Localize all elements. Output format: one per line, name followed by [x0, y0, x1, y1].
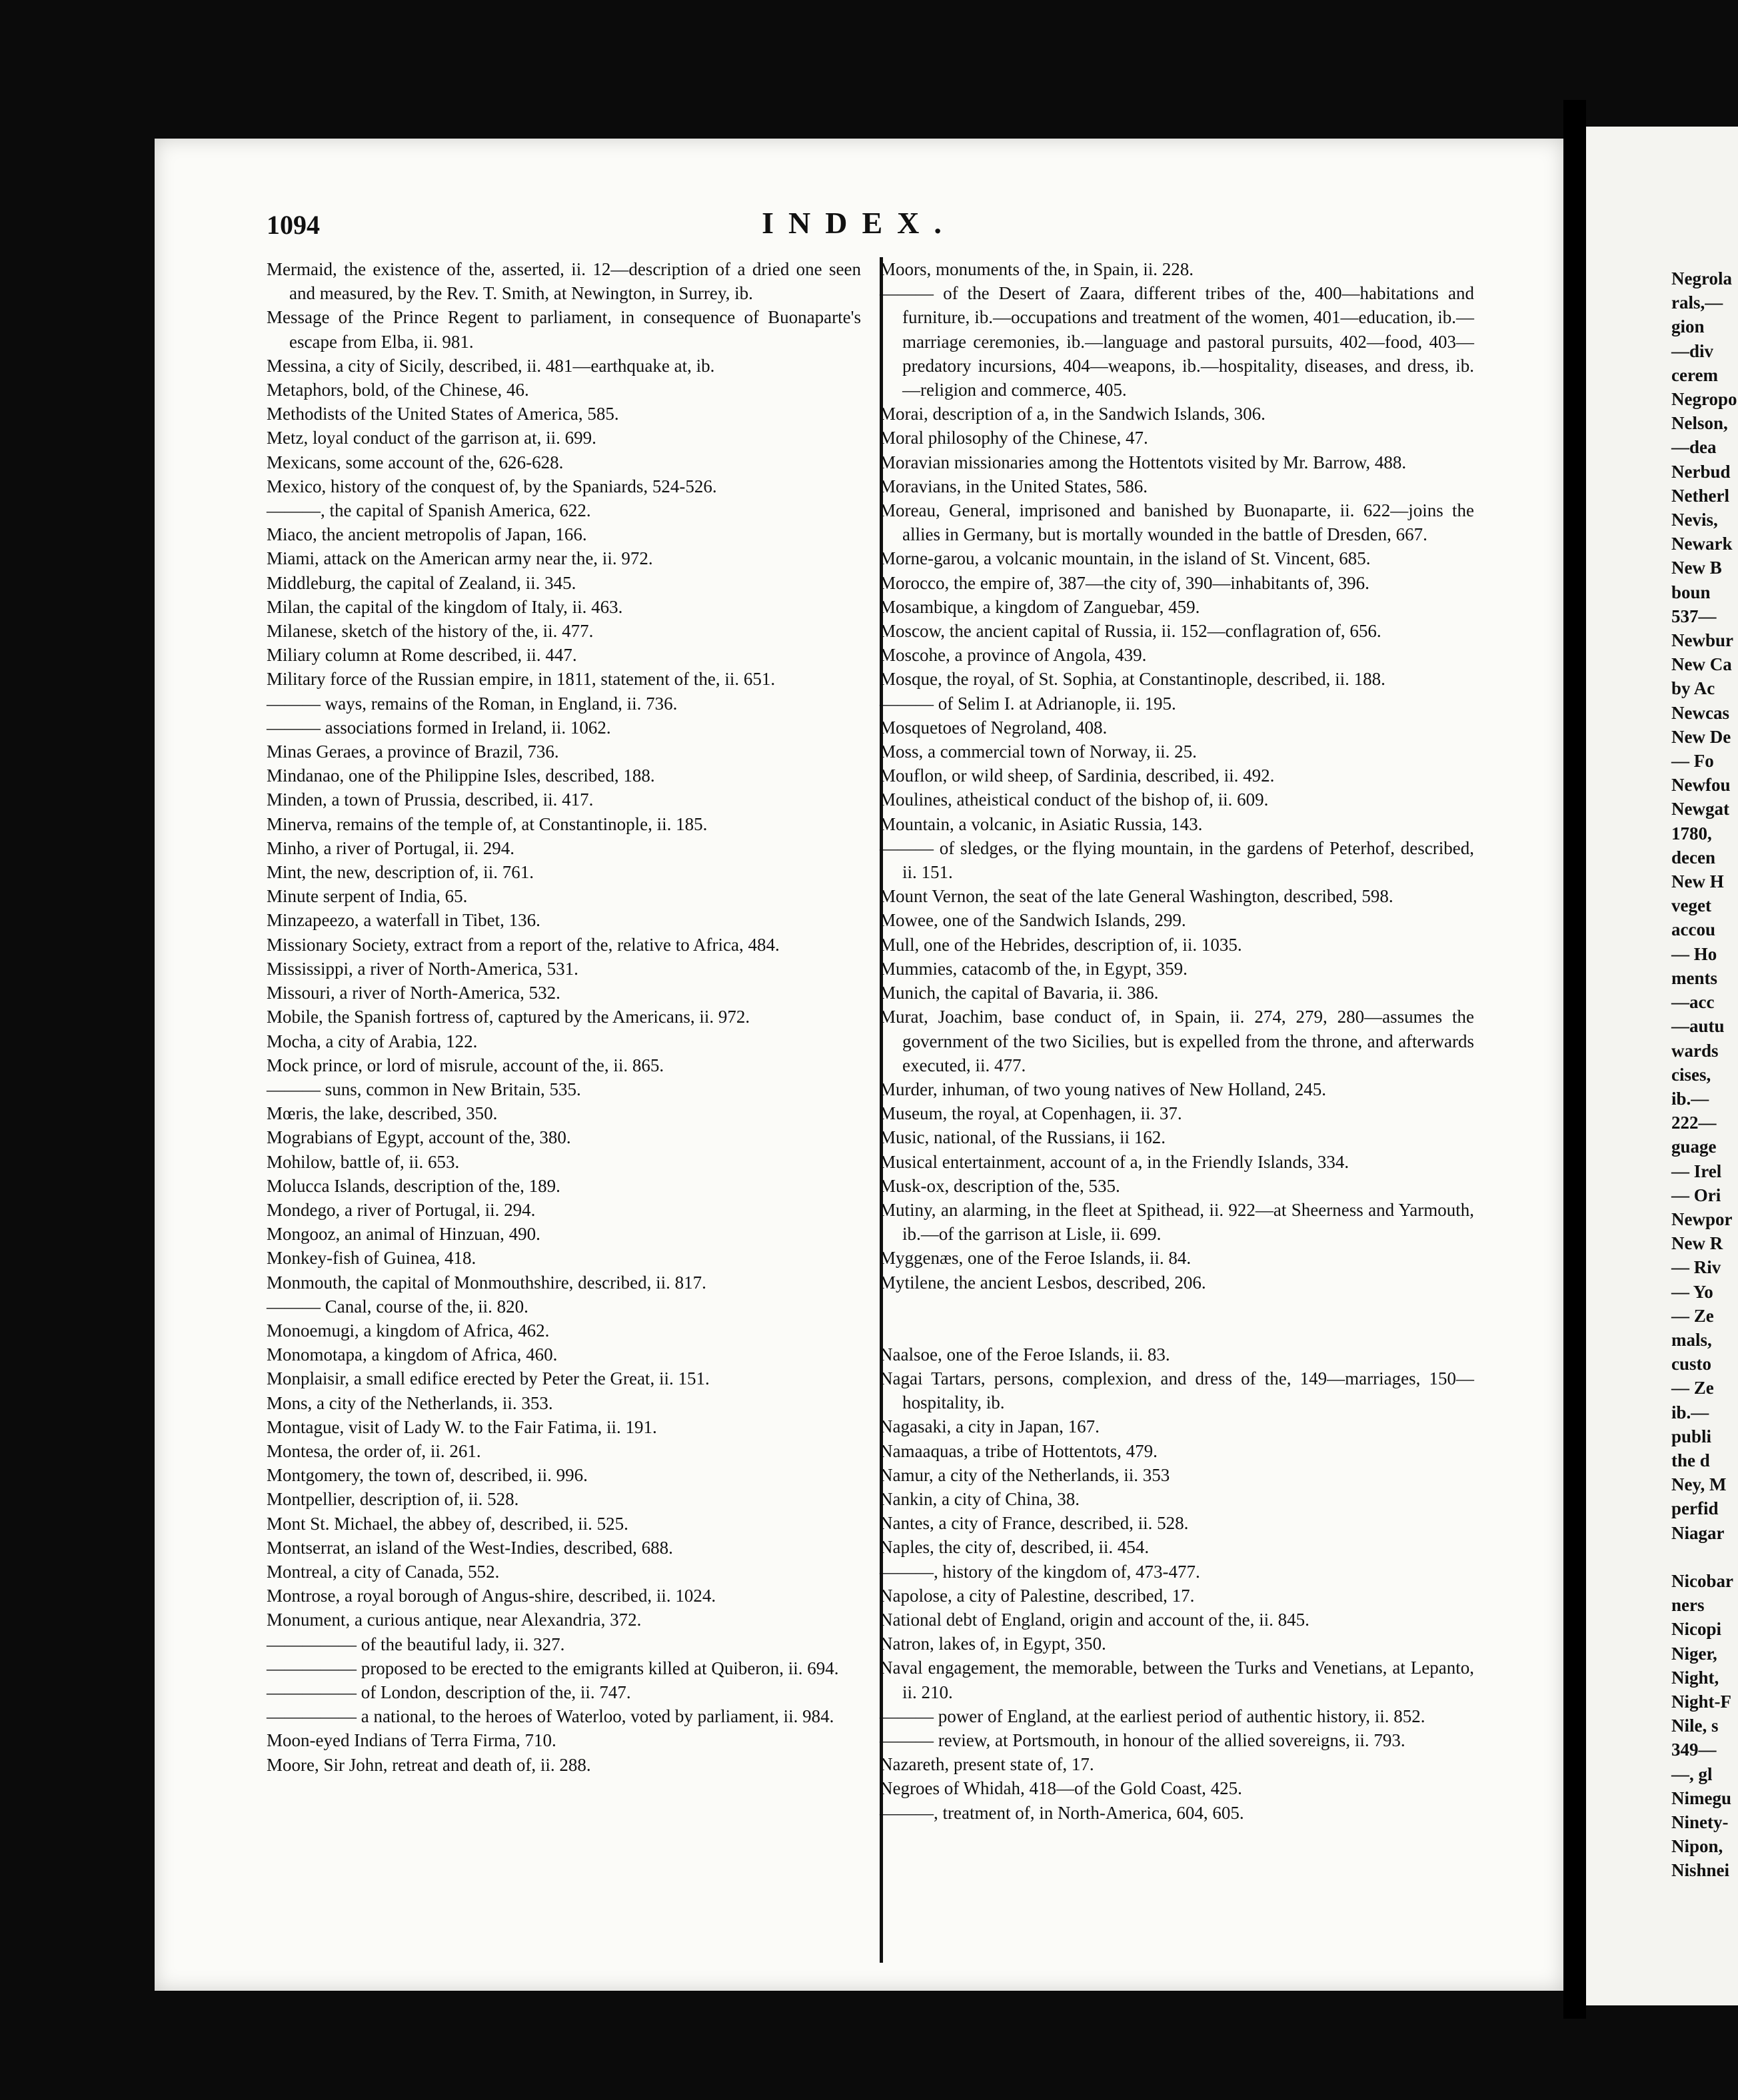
facing-page-line: Ney, M	[1671, 1474, 1727, 1495]
facing-page-line: Negropo	[1671, 389, 1737, 410]
index-entry: Museum, the royal, at Copenhagen, ii. 37.	[880, 1103, 1182, 1124]
facing-page-line: New H	[1671, 871, 1724, 892]
index-entry: Minzapeezo, a waterfall in Tibet, 136.	[267, 910, 540, 931]
index-entry: Munich, the capital of Bavaria, ii. 386.	[880, 983, 1159, 1003]
facing-page-line: accou	[1671, 919, 1715, 940]
index-entry: Mosque, the royal, of St. Sophia, at Constantinople, described, ii. 188.	[880, 669, 1385, 690]
index-entry: National debt of England, origin and account of the, ii. 845.	[880, 1609, 1309, 1630]
facing-page-line: — Ze	[1671, 1378, 1714, 1398]
facing-page-line: decen	[1671, 847, 1715, 867]
index-entry: Minden, a town of Prussia, described, ii. 417.	[267, 789, 594, 810]
facing-page-line: 1780,	[1671, 823, 1712, 843]
index-entry: Moors, monuments of the, in Spain, ii. 228.	[880, 259, 1194, 279]
index-entry: ———, history of the kingdom of, 473-477.	[880, 1561, 1200, 1582]
facing-page-line: Newpor	[1671, 1209, 1733, 1229]
index-entry: ——— Canal, course of the, ii. 820.	[267, 1296, 528, 1316]
index-entry: Milan, the capital of the kingdom of Italy, ii. 463.	[267, 596, 623, 617]
index-entry: Napolose, a city of Palestine, described, 17.	[880, 1585, 1195, 1606]
facing-page-line: ners	[1671, 1595, 1705, 1616]
index-entry: Minas Geraes, a province of Brazil, 736.	[267, 742, 559, 762]
index-column-left	[267, 257, 861, 1777]
index-entry: Metz, loyal conduct of the garrison at, ii. 699.	[267, 428, 596, 448]
facing-page-line: perfid	[1671, 1498, 1719, 1519]
index-entry: Mummies, catacomb of the, in Egypt, 359.	[880, 958, 1188, 979]
index-entry: ——— power of England, at the earliest period of authentic history, ii. 852.	[880, 1706, 1425, 1726]
facing-page-line: — Irel	[1671, 1161, 1722, 1181]
index-entry: ————— a national, to the heroes of Waterloo, voted by parliament, ii. 984.	[267, 1706, 834, 1727]
index-entry: Morocco, the empire of, 387—the city of, 390—inhabitants of, 396.	[880, 572, 1369, 593]
index-entry: Mint, the new, description of, ii. 761.	[267, 862, 534, 883]
facing-page-line: custo	[1671, 1354, 1711, 1374]
facing-page-line: cises,	[1671, 1064, 1711, 1085]
facing-page-line: Night-F	[1671, 1691, 1731, 1712]
facing-page-line: ib.—	[1671, 1088, 1709, 1109]
facing-page-line: gion	[1671, 316, 1705, 337]
index-entry: Missionary Society, extract from a report of the, relative to Africa, 484.	[267, 934, 780, 955]
index-entry: Monplaisir, a small edifice erected by Peter the Great, ii. 151.	[267, 1368, 710, 1389]
facing-page-line: — Fo	[1671, 751, 1714, 772]
index-entry: Montgomery, the town of, described, ii. 996.	[267, 1465, 588, 1486]
facing-page-line: Night,	[1671, 1667, 1719, 1688]
index-entry: Mull, one of the Hebrides, description of, ii. 1035.	[880, 934, 1242, 955]
facing-page-line: Nile, s	[1671, 1716, 1719, 1736]
facing-page-line: publi	[1671, 1426, 1712, 1446]
facing-page-line: wards	[1671, 1040, 1719, 1061]
index-entry: Middleburg, the capital of Zealand, ii. 345.	[267, 572, 576, 593]
index-entry: Montesa, the order of, ii. 261.	[267, 1440, 481, 1461]
facing-page-line: 537—	[1671, 606, 1717, 626]
index-entry: Moravian missionaries among the Hottentots visited by Mr. Barrow, 488.	[880, 452, 1407, 472]
index-entry: Montrose, a royal borough of Angus-shire, described, ii. 1024.	[267, 1586, 716, 1606]
index-entry: Message of the Prince Regent to parliament, in consequence of Buonaparte's escape from Elba, ii. 981.	[267, 307, 861, 352]
section-break	[880, 1295, 1474, 1342]
index-entry: Nantes, a city of France, described, ii. 528.	[880, 1513, 1189, 1534]
index-entry: Mindanao, one of the Philippine Isles, described, 188.	[267, 766, 655, 786]
index-entry: Murat, Joachim, base conduct of, in Spain, ii. 274, 279, 280—assumes the government of the two Sicilies, but is expelled from the throne, and afterwards executed, ii. 477.	[880, 1007, 1474, 1075]
index-entry: Mermaid, the existence of the, asserted, ii. 12—description of a dried one seen and measured, by the Rev. T. Smith, at Newington, in Surrey, ib.	[267, 259, 861, 304]
facing-page-line: Newbur	[1671, 630, 1733, 651]
index-entry: Montpellier, description of, ii. 528.	[267, 1489, 519, 1510]
index-entry: Monmouth, the capital of Monmouthshire, described, ii. 817.	[267, 1272, 706, 1293]
index-entry: Moon-eyed Indians of Terra Firma, 710.	[267, 1730, 556, 1751]
facing-page-line: Nerbud	[1671, 461, 1731, 482]
index-entry: Mexicans, some account of the, 626-628.	[267, 452, 564, 472]
index-entry: Messina, a city of Sicily, described, ii. 481—earthquake at, ib.	[267, 355, 715, 376]
index-entry: Miaco, the ancient metropolis of Japan, 166.	[267, 524, 587, 545]
index-entry: Mouflon, or wild sheep, of Sardinia, described, ii. 492.	[880, 766, 1275, 786]
index-entry: Moral philosophy of the Chinese, 47.	[880, 428, 1148, 448]
facing-page-line: — Ze	[1671, 1305, 1714, 1326]
facing-page-line: Netherl	[1671, 485, 1729, 506]
facing-page-line: Negrola	[1671, 268, 1732, 288]
facing-page-line: mals,	[1671, 1329, 1712, 1350]
facing-page-line: 222—	[1671, 1113, 1717, 1133]
facing-page-line: ments	[1671, 967, 1717, 988]
index-entry: Mutiny, an alarming, in the fleet at Spithead, ii. 922—at Sheerness and Yarmouth, ib.—of the garrison at Lisle, ii. 699.	[880, 1199, 1474, 1245]
index-entry: Naval engagement, the memorable, between the Turks and Venetians, at Lepanto, ii. 210.	[880, 1658, 1474, 1702]
index-entry: ——— associations formed in Ireland, ii. 1062.	[267, 717, 611, 738]
index-entry: Miliary column at Rome described, ii. 447.	[267, 645, 577, 666]
index-entry: Minho, a river of Portugal, ii. 294.	[267, 837, 514, 858]
facing-page-line: boun	[1671, 582, 1711, 602]
index-entry: Nagasaki, a city in Japan, 167.	[880, 1416, 1100, 1437]
index-entry: ——— of Selim I. at Adrianople, ii. 195.	[880, 693, 1176, 714]
index-entry: Mongooz, an animal of Hinzuan, 490.	[267, 1224, 540, 1245]
facing-page-line: Nelson,	[1671, 413, 1728, 434]
facing-page-line: Newgat	[1671, 799, 1729, 819]
index-entry: Morne-garou, a volcanic mountain, in the island of St. Vincent, 685.	[880, 548, 1371, 569]
index-entry: Mobile, the Spanish fortress of, captured by the Americans, ii. 972.	[267, 1007, 750, 1027]
facing-page-line: New De	[1671, 726, 1731, 747]
index-entry: Mount Vernon, the seat of the late General Washington, described, 598.	[880, 886, 1393, 907]
index-entry: Moore, Sir John, retreat and death of, ii. 288.	[267, 1754, 591, 1775]
index-entry: Mohilow, battle of, ii. 653.	[267, 1151, 460, 1172]
index-entry: Mocha, a city of Arabia, 122.	[267, 1031, 478, 1051]
index-entry: ————— proposed to be erected to the emigrants killed at Quiberon, ii. 694.	[267, 1658, 839, 1678]
index-entry: Molucca Islands, description of the, 189.	[267, 1175, 560, 1196]
index-entry: Namur, a city of the Netherlands, ii. 353	[880, 1464, 1170, 1485]
facing-page-line: veget	[1671, 895, 1711, 916]
facing-page-line: Niger,	[1671, 1643, 1717, 1664]
index-entry: Mons, a city of the Netherlands, ii. 353.	[267, 1392, 553, 1413]
facing-page-line: Nicobar	[1671, 1570, 1733, 1591]
index-entry: Mountain, a volcanic, in Asiatic Russia, 143.	[880, 813, 1203, 834]
index-entry: Moscow, the ancient capital of Russia, ii. 152—conflagration of, 656.	[880, 621, 1381, 642]
facing-page-line: —dea	[1671, 437, 1717, 458]
index-entry: Moss, a commercial town of Norway, ii. 25.	[880, 742, 1197, 762]
index-entry: ——— ways, remains of the Roman, in England, ii. 736.	[267, 693, 678, 714]
index-entry: Naples, the city of, described, ii. 454.	[880, 1537, 1150, 1558]
index-entry: Minute serpent of India, 65.	[267, 886, 468, 907]
index-entry: Moscohe, a province of Angola, 439.	[880, 645, 1147, 666]
facing-page-line: guage	[1671, 1137, 1717, 1157]
facing-page-line: by Ac	[1671, 678, 1715, 699]
index-entry: ————— of London, description of the, ii. 747.	[267, 1682, 631, 1702]
facing-page-line: Ninety-	[1671, 1812, 1729, 1832]
facing-page-line: Newark	[1671, 534, 1733, 554]
facing-page-line: Newfou	[1671, 775, 1731, 795]
index-entry: Mœris, the lake, described, 350.	[267, 1103, 498, 1124]
index-entry: Musical entertainment, account of a, in the Friendly Islands, 334.	[880, 1151, 1349, 1172]
index-entry: Monomotapa, a kingdom of Africa, 460.	[267, 1344, 558, 1365]
facing-page-line: — Ho	[1671, 943, 1717, 964]
index-column-right	[880, 257, 1474, 1825]
facing-page-line: ib.—	[1671, 1402, 1709, 1422]
facing-page-line	[1671, 1545, 1737, 1569]
index-entry: Montague, visit of Lady W. to the Fair Fatima, ii. 191.	[267, 1416, 657, 1437]
index-entry: Mondego, a river of Portugal, ii. 294.	[267, 1199, 536, 1220]
facing-page-line: rals,—	[1671, 292, 1723, 313]
index-entry: Minerva, remains of the temple of, at Constantinople, ii. 185.	[267, 813, 708, 834]
index-entry: Namaaquas, a tribe of Hottentots, 479.	[880, 1440, 1158, 1461]
facing-page-line: — Ori	[1671, 1185, 1721, 1205]
facing-page-line: New B	[1671, 558, 1722, 578]
facing-page-line: Nicopi	[1671, 1619, 1722, 1640]
index-entry: Mosambique, a kingdom of Zanguebar, 459.	[880, 596, 1200, 617]
facing-page-line: the d	[1671, 1450, 1710, 1470]
facing-page-line: New Ca	[1671, 654, 1732, 675]
index-entry: Monkey-fish of Guinea, 418.	[267, 1248, 476, 1269]
index-entry: Naalsoe, one of the Feroe Islands, ii. 83.	[880, 1344, 1170, 1364]
index-entry: Montreal, a city of Canada, 552.	[267, 1561, 500, 1582]
facing-page-line: Nipon,	[1671, 1836, 1723, 1857]
facing-page-line: — Riv	[1671, 1257, 1721, 1278]
facing-page-line: Nimegu	[1671, 1788, 1731, 1808]
index-entry: ——— of the Desert of Zaara, different tribes of the, 400—habitations and furniture, ib.—occupations and treatment of the women, 401—education, ib.—marriage ceremonies, ib.—language and pastoral pursuits, 402—food, 403—predatory incursions, 404—weapons, ib.—hospitality, diseases, and dress, ib.—religion and commerce, 405.	[880, 283, 1474, 400]
facing-page-line: cerem	[1671, 364, 1718, 385]
index-entry: Natron, lakes of, in Egypt, 350.	[880, 1634, 1106, 1654]
index-entry: Mock prince, or lord of misrule, account of the, ii. 865.	[267, 1055, 664, 1075]
facing-page-line: Newcas	[1671, 702, 1729, 723]
index-entry: Methodists of the United States of America, 585.	[267, 404, 619, 424]
index-entry: ——— of sledges, or the flying mountain, in the gardens of Peterhof, described, ii. 151.	[880, 837, 1474, 883]
index-entry: Mississippi, a river of North-America, 531.	[267, 958, 578, 979]
index-entry: Mytilene, the ancient Lesbos, described, 206.	[880, 1272, 1206, 1293]
index-entry: Mexico, history of the conquest of, by the Spaniards, 524-526.	[267, 476, 717, 496]
facing-page-line: —div	[1671, 340, 1714, 361]
page-number: 1094	[267, 210, 320, 240]
facing-page-line: 349—	[1671, 1740, 1717, 1760]
index-entry: ——— suns, common in New Britain, 535.	[267, 1079, 581, 1099]
index-entry: Missouri, a river of North-America, 532.	[267, 983, 560, 1003]
facing-page	[1586, 127, 1738, 2005]
page-header	[155, 205, 1563, 245]
index-entry: Nankin, a city of China, 38.	[880, 1488, 1080, 1509]
index-entry: Montserrat, an island of the West-Indies, described, 688.	[267, 1537, 673, 1558]
index-entry: Mosquetoes of Negroland, 408.	[880, 717, 1108, 738]
index-entry: Military force of the Russian empire, in 1811, statement of the, ii. 651.	[267, 669, 776, 690]
facing-page-line: New R	[1671, 1233, 1723, 1254]
index-entry: Morai, description of a, in the Sandwich Islands, 306.	[880, 404, 1266, 424]
facing-page-line: Nevis,	[1671, 510, 1718, 530]
facing-page-line: Niagar	[1671, 1522, 1725, 1543]
index-entry: Murder, inhuman, of two young natives of New Holland, 245.	[880, 1079, 1327, 1099]
index-entry: Myggenæs, one of the Feroe Islands, ii. 84.	[880, 1248, 1192, 1269]
index-entry: Moravians, in the United States, 586.	[880, 476, 1148, 496]
index-entry: Milanese, sketch of the history of the, ii. 477.	[267, 621, 594, 642]
index-entry: Musk-ox, description of the, 535.	[880, 1175, 1120, 1196]
facing-page-line: —autu	[1671, 1016, 1725, 1037]
index-entry: Monument, a curious antique, near Alexandria, 372.	[267, 1610, 642, 1630]
index-entry: Nazareth, present state of, 17.	[880, 1754, 1094, 1775]
index-entry: Mograbians of Egypt, account of the, 380.	[267, 1127, 571, 1148]
index-entry: Monoemugi, a kingdom of Africa, 462.	[267, 1320, 550, 1340]
index-entry: Negroes of Whidah, 418—of the Gold Coast, 425.	[880, 1778, 1242, 1799]
index-entry: Mont St. Michael, the abbey of, described, ii. 525.	[267, 1513, 628, 1534]
index-entry: Music, national, of the Russians, ii 162.	[880, 1127, 1166, 1148]
index-entry: ——— review, at Portsmouth, in honour of the allied sovereigns, ii. 793.	[880, 1730, 1405, 1750]
running-title: INDEX.	[762, 206, 956, 240]
book-gutter	[1563, 100, 1586, 2019]
index-entry: Mowee, one of the Sandwich Islands, 299.	[880, 910, 1186, 931]
index-entry: Moreau, General, imprisoned and banished by Buonaparte, ii. 622—joins the allies in Germany, but is mortally wounded in the battle of Dresden, 667.	[880, 500, 1474, 545]
index-entry: ———, the capital of Spanish America, 622.	[267, 500, 591, 521]
index-entry: ————— of the beautiful lady, ii. 327.	[267, 1634, 565, 1654]
facing-page-line: — Yo	[1671, 1281, 1713, 1302]
index-entry: Miami, attack on the American army near the, ii. 972.	[267, 548, 653, 569]
index-entry: Moulines, atheistical conduct of the bishop of, ii. 609.	[880, 789, 1269, 810]
index-entry: Metaphors, bold, of the Chinese, 46.	[267, 380, 529, 400]
facing-page-line: —acc	[1671, 992, 1715, 1013]
facing-page-lines	[1671, 266, 1737, 1883]
book-page	[155, 139, 1563, 1991]
index-entry: ———, treatment of, in North-America, 604, 605.	[880, 1802, 1244, 1823]
facing-page-line: —, gl	[1671, 1764, 1713, 1784]
facing-page-line: Nishnei	[1671, 1860, 1730, 1881]
index-entry: Nagai Tartars, persons, complexion, and dress of the, 149—marriages, 150—hospitality, ib.	[880, 1368, 1474, 1413]
